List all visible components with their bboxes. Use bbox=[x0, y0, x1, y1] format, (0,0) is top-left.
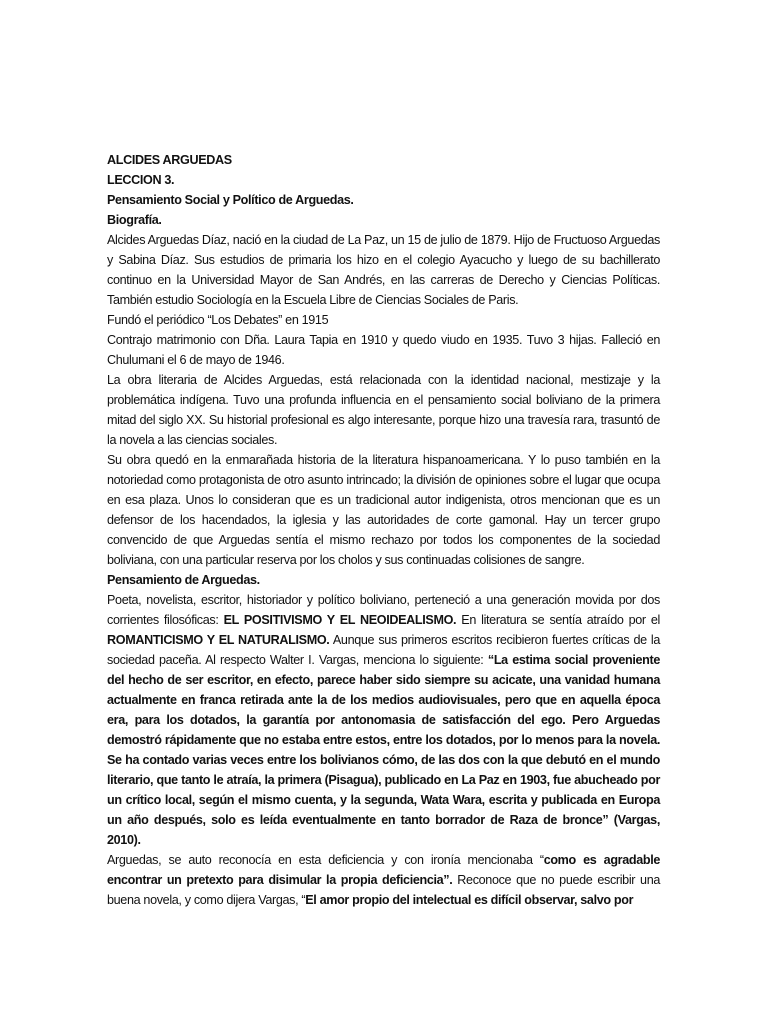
text-run: Aunque sus primeros escritos recibieron fuertes críticas de la sociedad paceña. Al respecto Walter I. Vargas, menciona lo siguiente: bbox=[107, 633, 660, 667]
bold-run-positivismo: EL POSITIVISMO Y EL NEOIDEALISMO. bbox=[223, 613, 457, 627]
lesson-label: LECCION 3. bbox=[107, 173, 175, 187]
paragraph-bio-3: Contrajo matrimonio con Dña. Laura Tapia en 1910 y quedo viudo en 1935. Tuvo 3 hijas. Falleció en Chulumani el 6 de mayo de 1946. bbox=[107, 333, 660, 367]
document-body bbox=[107, 150, 660, 910]
paragraph-bio-1: Alcides Arguedas Díaz, nació en la ciudad de La Paz, un 15 de julio de 1879. Hijo de Fructuoso Arguedas y Sabina Díaz. Sus estudios de primaria los hizo en el colegio Ayacucho y luego de su bachillerato continuo en la Universidad Mayor de San Andrés, en las carreras de Derecho y Ciencias Políticas. También estudio Sociología en la Escuela Libre de Ciencias Sociales de Paris. bbox=[107, 233, 660, 307]
section-heading-pensamiento: Pensamiento de Arguedas. bbox=[107, 573, 260, 587]
bold-quote-vargas: “La estima social proveniente del hecho de ser escritor, en efecto, parece haber sido siempre su acicate, una vanidad humana actualmente en franca retirada ante la de los medios audiovisuales, pero que en aquella época era, para los dotados, la garantía por antonomasia de satisfacción del ego. Pero Arguedas demostró rápidamente que no estaba entre estos, entre los dotados, por lo menos para la novela. Se ha contado varias veces entre los bolivianos cómo, de las dos con la que debutó en el mundo literario, que tanto le atraía, la primera (Pisagua), publicado en La Paz en 1903, fue abucheado por un crítico local, según el mismo cuenta, y la segunda, Wata Wara, escrita y publicada en Europa un año después, solo es leída eventualmente en tanto borrador de Raza de bronce” (Vargas, 2010). bbox=[107, 653, 660, 847]
paragraph-bio-4: La obra literaria de Alcides Arguedas, está relacionada con la identidad nacional, mestizaje y la problemática indígena. Tuvo una profunda influencia en el pensamiento social boliviano de la primera mitad del siglo XX. Su historial profesional es algo interesante, porque hizo una travesía rara, trasuntó de la novela a las ciencias sociales. bbox=[107, 373, 660, 447]
bold-quote-deficiencia: como es agradable encontrar un pretexto para disimular la propia deficiencia”. bbox=[107, 853, 661, 887]
document-title: ALCIDES ARGUEDAS bbox=[107, 153, 232, 167]
text-run: Reconoce que no puede escribir una buena novela, y como dijera Vargas, “ bbox=[107, 873, 660, 907]
text-run: Arguedas, se auto reconocía en esta deficiencia y con ironía mencionaba “ bbox=[107, 853, 544, 867]
document-subtitle: Pensamiento Social y Político de Arguedas. bbox=[107, 193, 354, 207]
bold-run-romanticismo: ROMANTICISMO Y EL NATURALISMO. bbox=[107, 633, 330, 647]
section-heading-biografia: Biografía. bbox=[107, 213, 162, 227]
bold-quote-amor-propio: El amor propio del intelectual es difícil observar, salvo por bbox=[305, 893, 634, 907]
text-run: Poeta, novelista, escritor, historiador y político boliviano, perteneció a una generación movida por dos corrientes filosóficas: bbox=[107, 593, 660, 627]
paragraph-bio-2: Fundó el periódico “Los Debates” en 1915 bbox=[107, 313, 329, 327]
paragraph-thought-2 bbox=[107, 850, 660, 910]
paragraph-thought-1 bbox=[107, 590, 660, 850]
paragraph-bio-5: Su obra quedó en la enmarañada historia de la literatura hispanoamericana. Y lo puso también en la notoriedad como protagonista de otro asunto intrincado; la división de opiniones sobre el lugar que ocupa en esa plaza. Unos lo consideran que es un tradicional autor indigenista, otros mencionan que es un defensor de los hacendados, la iglesia y las autoridades de corte gamonal. Hay un tercer grupo convencido de que Arguedas sentía el mismo rechazo por todos los componentes de la sociedad boliviana, con una particular reserva por los cholos y sus continuadas colisiones de sangre. bbox=[107, 453, 660, 567]
text-run: En literatura se sentía atraído por el bbox=[456, 613, 660, 627]
